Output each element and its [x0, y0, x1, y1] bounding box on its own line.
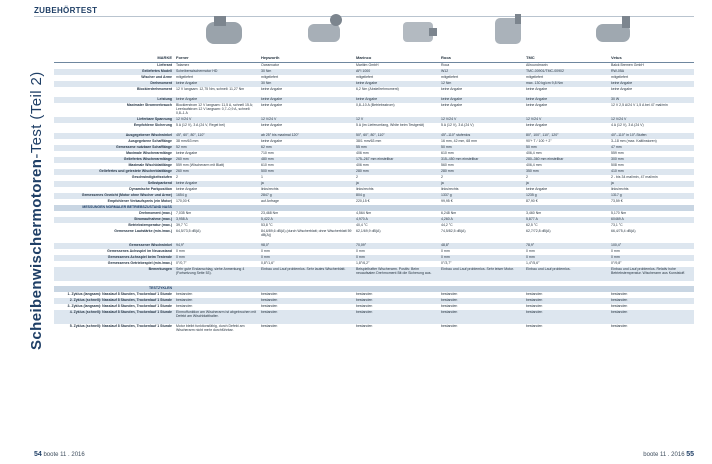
- table-cell: 5,170 Nm: [611, 211, 627, 215]
- table-cell: keine Angabe: [261, 103, 283, 107]
- table-cell: keine Angabe: [176, 151, 198, 155]
- table-cell: 2: [356, 175, 358, 179]
- table-cell: 55 mm: [354, 145, 439, 151]
- table-cell: 12 V langsam: 12,75 Nm, schnell: 11,27 Nm: [176, 87, 245, 91]
- row-label: 5. Zyklus (schnell): Nasslauf 8 Stunden, Trockenlauf 1 Stunde: [69, 324, 172, 328]
- table-cell: 39,7 °C: [176, 223, 188, 227]
- table-cell: 38/1 mm/63 mm: [356, 139, 382, 143]
- table-cell: 5 A (12 V), 3 A (24 V, Regel bei): [176, 123, 226, 127]
- table-cell: keine Angabe: [441, 103, 463, 107]
- table-cell: 84,6/89,6 dB(A) (durch Wischerblatt; ohne Wischerblatt 59 dB(A)): [261, 229, 352, 237]
- table-cell: 38 mm/63 mm: [176, 139, 199, 143]
- table-cell: links/rechts: [356, 187, 374, 191]
- row-label: Selbstparkend: [54, 181, 174, 187]
- column-header: Hepworth: [259, 56, 354, 63]
- table-cell: 220,15 €: [356, 199, 370, 203]
- row-label: Empfohlener Verkaufspreis (ein Motor): [107, 199, 172, 203]
- issue-left: boote 11 . 2016: [43, 452, 85, 458]
- row-label: Maximaler Stromverbrauch: [126, 103, 172, 107]
- table-cell: 78,9°: [524, 243, 609, 249]
- table-row: [54, 123, 694, 133]
- table-cell: 0°/9,8°: [611, 261, 622, 265]
- table-cell: Tatamex: [176, 63, 190, 67]
- table-cell: 73,1 °C: [611, 223, 623, 227]
- table-cell: 62 mm: [259, 145, 354, 151]
- table-cell: bestanden: [524, 310, 609, 324]
- section-label: ZUBEHÖRTEST: [34, 6, 98, 15]
- row-label: Geschwindigkeitsstufen: [131, 175, 172, 179]
- table-cell: bestanden: [611, 324, 628, 328]
- table-cell: 1654 g: [174, 193, 259, 199]
- table-cell: 45°–110° stufenlos: [439, 133, 524, 139]
- table-cell: 315–450 mm einstellbar: [439, 157, 524, 163]
- table-cell: 45°, 60°, 80°, 110°: [174, 133, 259, 139]
- table-cell: 560 mm: [441, 163, 454, 167]
- table-cell: keine Angabe: [526, 123, 548, 127]
- row-label: Stromaufnahme (max.): [54, 217, 174, 223]
- table-cell: 0,8–10 A (Betriebsstrom): [356, 103, 395, 107]
- table-cell: 48,8°: [439, 243, 524, 249]
- table-cell: 0 mm: [441, 249, 450, 253]
- table-cell: ab 25° bis maximal 120°: [259, 133, 354, 139]
- row-label: Leistung: [54, 97, 174, 103]
- table-cell: 12 V: [354, 117, 439, 123]
- table-cell: keine Angabe: [261, 87, 283, 91]
- table-cell: 0 mm: [609, 255, 694, 261]
- row-label: 2. Zyklus (schnell): Nasslauf 8 Stunden, Trockenlauf 1 Stunde: [54, 298, 174, 304]
- table-cell: 99,95 €: [441, 199, 453, 203]
- table-cell: 0 mm: [611, 249, 620, 253]
- table-cell: 12 V/24 V: [174, 117, 259, 123]
- table-cell: 5,422 A: [259, 217, 354, 223]
- table-row: [54, 103, 694, 117]
- table-cell: TMC-00901/TMC-00902: [524, 69, 609, 75]
- table-cell: bestanden: [176, 292, 193, 296]
- column-header: MARKE: [54, 56, 174, 63]
- table-cell: 60469 A: [609, 217, 694, 223]
- table-cell: 90'+ T / 100 + 2": [526, 139, 552, 143]
- column-header: Roca: [439, 56, 524, 63]
- table-cell: 2: [176, 175, 178, 179]
- table-cell: ja: [439, 181, 524, 187]
- table-cell: 6,248 Nm: [441, 211, 457, 215]
- table-cell: Scheibenwischermotor HD: [174, 69, 259, 75]
- table-cell: mitgeliefert: [356, 75, 374, 79]
- row-label: Ausgegebene Schafflänge: [128, 139, 172, 143]
- table-cell: mitgeliefert: [176, 75, 194, 79]
- table-cell: bestanden: [354, 298, 439, 304]
- row-label: Geliefertes und getestete Wischerblattlänge: [54, 169, 174, 175]
- table-cell: 30 Nm: [259, 69, 354, 75]
- table-cell: keine Angabe: [176, 187, 198, 191]
- table-cell: bestanden: [441, 324, 458, 328]
- page-number-right: 55: [686, 451, 694, 458]
- row-label: 1. Zyklus (langsam): Nasslauf 8 Stunden, Trockenlauf 1 Stunde: [67, 292, 172, 296]
- table-cell: 0 mm: [261, 249, 270, 253]
- table-cell: keine Angabe: [526, 87, 548, 91]
- table-cell: 66,4/75,4 dB(A): [611, 229, 636, 233]
- table-cell: 12 V/24 V: [524, 117, 609, 123]
- table-cell: 0,8°/1,6°: [261, 261, 275, 265]
- table-cell: 2: [526, 175, 528, 179]
- table-cell: 6,2 Nm (Abstellrehmoment): [356, 87, 399, 91]
- page-title-rest: -Test (Teil 2): [28, 71, 45, 159]
- row-label: Gemessene Lautstärke (min./max.): [114, 229, 172, 233]
- table-cell: 16 mm, 42 mm, 68 mm: [441, 139, 477, 143]
- table-cell: 44,2 °C: [441, 223, 453, 227]
- page-title: [28, 71, 45, 350]
- table-cell: 12 V/24 V: [609, 117, 694, 123]
- row-label: Gemessenes Gewicht (Motor ohne Wischer und Arme): [54, 193, 174, 199]
- table-row: [54, 267, 694, 281]
- table-cell: RW-05A: [609, 69, 694, 75]
- table-cell: 50°, 60°, 80°, 110°: [354, 133, 439, 139]
- table-cell: bestanden: [354, 310, 439, 324]
- table-cell: 2: [441, 175, 443, 179]
- page-title-bold: Scheibenwischermotoren: [28, 158, 45, 350]
- table-cell: ja: [524, 181, 609, 187]
- table-cell: 500 mm: [259, 169, 354, 175]
- table-cell: W12: [439, 69, 524, 75]
- column-header: Forner: [174, 56, 259, 63]
- table-cell: 0°/3,7°: [441, 261, 452, 265]
- footer-left: [34, 451, 85, 458]
- table-cell: Sehr gute Endanschlag, siehe Anmerkung 4 (Fortsetzung Seite 53).: [174, 267, 259, 281]
- table-cell: 100,4°: [609, 243, 694, 249]
- row-label: 3. Zyklus (langsam): Nasslauf 8 Stunden, Trockenlauf 1 Stunde: [67, 304, 172, 308]
- table-cell: keine Angabe: [439, 97, 524, 103]
- table-cell: 260 mm: [174, 169, 259, 175]
- table-cell: 0 mm: [176, 249, 185, 253]
- row-label: Drehmoment: [54, 81, 174, 87]
- table-cell: links/rechts: [441, 187, 459, 191]
- table-cell: AFI 1000: [354, 69, 439, 75]
- table-cell: Blockierstrom 12 V langsam: 11,5 A, schnell 15 A; Leerlaufstrom 12 V langsam: 0,7–0,9 A, schnell: 0,8–1 A: [176, 103, 253, 115]
- row-label: Maximale Wischblattlänge: [128, 163, 172, 167]
- table-cell: bestanden: [259, 310, 354, 324]
- row-label: Dynamische Parkposition: [129, 187, 172, 191]
- product-photo-marinco: [300, 8, 348, 56]
- table-cell: 0 mm: [526, 249, 535, 253]
- table-cell: bestanden: [176, 304, 193, 308]
- row-label: Geliefertes Wischerarmlänge: [54, 157, 174, 163]
- table-cell: bestanden: [441, 292, 458, 296]
- table-cell: 804 g: [354, 193, 439, 199]
- table-cell: bestanden: [611, 292, 628, 296]
- table-cell: 5 A (12 V), 3 A (24 V): [441, 123, 474, 127]
- table-cell: 3,958 A: [174, 217, 259, 223]
- table-cell: bestanden: [356, 324, 373, 328]
- table-cell: keine Angabe: [526, 103, 548, 107]
- table-cell: 50 mm: [524, 145, 609, 151]
- table-cell: bestanden: [259, 298, 354, 304]
- column-header: TMC: [524, 56, 609, 63]
- table-cell: keine Angabe: [174, 181, 259, 187]
- table-cell: Motor bleibt funktionsfähig, durch Defekt am Wischerarm nicht mehr durchführbar.: [176, 324, 245, 332]
- table-cell: 30 Nm: [259, 81, 354, 87]
- table-cell: bestanden: [611, 304, 628, 308]
- table-cell: 87,90 €: [526, 199, 538, 203]
- table-cell: 12 V/24 V: [439, 117, 524, 123]
- table-cell: 1317 g: [609, 193, 694, 199]
- row-label: TESTZYKLEN: [54, 286, 174, 292]
- table-cell: 4 A (12 V), 3 A (24 V): [611, 123, 644, 127]
- table-cell: 3–18 mm (max. Kaltlinstoren): [611, 139, 657, 143]
- table-cell: bestanden: [441, 304, 458, 308]
- table-cell: Beispielhafter Wischerarm. Positiv: Beim neuaufsaten Drehmoment Bit die Sicherung aus.: [354, 267, 439, 281]
- table-cell: bestanden: [261, 292, 278, 296]
- table-cell: keine Angabe: [526, 187, 548, 191]
- table-cell: keine Angabe: [611, 87, 633, 91]
- product-photo-tmc: [485, 8, 533, 56]
- table-cell: 12 Nm: [439, 81, 524, 87]
- table-cell: mitgeliefert: [441, 75, 459, 79]
- table-cell: 2847 g: [259, 193, 354, 199]
- table-cell: 0 mm: [524, 255, 609, 261]
- table-cell: 64,5/73,5 dB(A): [176, 229, 201, 233]
- row-label: Geliefertes Modell: [54, 69, 174, 75]
- table-cell: 3,460 Nm: [526, 211, 542, 215]
- row-label: Maximale Wischerarmlänge: [126, 151, 172, 155]
- table-cell: 1,4°/5,6°: [526, 261, 540, 265]
- table-cell: 80°, 100°, 110°, 120°: [524, 133, 609, 139]
- table-cell: 40,4 °C: [356, 223, 368, 227]
- table-cell: 5 A (im Lieferumfang, White beim Testgerät): [356, 123, 425, 127]
- table-cell: bestanden: [261, 304, 278, 308]
- table-cell: 410 mm: [609, 169, 694, 175]
- row-label: Betriebstemperatur (max.): [128, 223, 172, 227]
- row-label: Gemessenes Achsspiel beim Testende: [54, 255, 174, 261]
- row-label: Lieferbare Spannung: [54, 117, 174, 123]
- row-label: MESSUNGEN NORMALER BETRIEBSZUSTAND NASS: [54, 205, 174, 211]
- table-row: [54, 229, 694, 243]
- table-cell: 280 mm: [439, 169, 524, 175]
- row-label: Gemessenes Getriebespiel (min./max.): [107, 261, 172, 265]
- table-cell: bestanden: [609, 298, 694, 304]
- table-cell: 0 mm: [174, 255, 259, 261]
- table-cell: keine Angabe: [174, 81, 259, 87]
- table-cell: 300 mm: [609, 157, 694, 163]
- table-cell: 280 mm: [354, 169, 439, 175]
- row-label: 4. Zyklus (schnell): Nasslauf 8 Stunden, Trockenlauf 1 Stunde: [54, 310, 174, 324]
- table-cell: bestanden: [356, 292, 373, 296]
- table-cell: Maritim GmbH: [356, 63, 379, 67]
- row-label: Lieferant: [157, 63, 172, 67]
- table-cell: 0 mm: [259, 255, 354, 261]
- table-cell: mitgeliefert: [526, 75, 544, 79]
- table-cell: 0 mm: [356, 249, 365, 253]
- table-cell: keine Angabe: [524, 97, 609, 103]
- page-number-left: 54: [34, 451, 42, 458]
- table-cell: 98,0°: [259, 243, 354, 249]
- table-cell: 62,5 °C: [526, 223, 538, 227]
- table-cell: ja: [609, 181, 694, 187]
- row-label: Drehmoment (max.): [139, 211, 172, 215]
- table-cell: 0 mm: [354, 255, 439, 261]
- footer-right: [643, 451, 694, 458]
- table-cell: 23,468 Nm: [261, 211, 279, 215]
- table-cell: ja: [354, 181, 439, 187]
- table-cell: Einbau und Lauf problemlos. Relativ hohe Betriebstemperatur. Wischerarm aus Kunststoff.: [609, 267, 694, 281]
- table-cell: 94,9°: [174, 243, 259, 249]
- issue-right: boote 11 . 2016: [643, 452, 685, 458]
- table-cell: keine Angabe: [259, 97, 354, 103]
- table-cell: keine Angabe: [174, 97, 259, 103]
- table-cell: mitgeliefert: [611, 75, 629, 79]
- table-cell: Roca: [441, 63, 450, 67]
- table-cell: 62,7/72,8 dB(A): [526, 229, 551, 233]
- table-cell: mitgeliefert: [261, 75, 279, 79]
- table-cell: 73,59 €: [611, 199, 623, 203]
- table-cell: 406 mm: [356, 163, 369, 167]
- table-cell: bestanden: [526, 292, 543, 296]
- table-cell: 50 mm: [439, 145, 524, 151]
- table-cell: 5,877 A: [524, 217, 609, 223]
- comparison-table: [54, 56, 694, 338]
- table-cell: 7,035 Nm: [176, 211, 192, 215]
- product-photo-vetus: [590, 8, 638, 56]
- table-cell: bestanden: [261, 324, 278, 328]
- table-cell: ja: [259, 181, 354, 187]
- row-label: Blockierdrehmoment: [136, 87, 172, 91]
- row-label: Gemessenes Achsspiel im Neuzustand: [107, 249, 172, 253]
- table-cell: Einbau und Lauf problemlos. Sehr lautes Wischerblatt.: [259, 267, 354, 281]
- table-cell: 260 mm: [174, 157, 259, 163]
- product-photo-hepworth: [200, 8, 248, 56]
- table-cell: Einmoffunktion am Wischerarm ist abgebrochen mit Defekt am Wischblatthalter.: [174, 310, 259, 324]
- table-cell: 0°/0,7°: [176, 261, 187, 265]
- column-header: Vetus: [609, 56, 694, 63]
- table-cell: 2 - bis 34 mal/min, 47 mal/min: [611, 175, 658, 179]
- table-cell: 710 mm: [261, 151, 274, 155]
- table-cell: 610 mm: [261, 163, 274, 167]
- row-label: Gemessener Wischwinkel: [54, 243, 174, 249]
- table-cell: bestanden: [174, 298, 259, 304]
- table-row: [54, 87, 694, 97]
- table-cell: bestanden: [356, 304, 373, 308]
- table-cell: Balck Bremen GmbH: [611, 63, 644, 67]
- table-cell: bestanden: [526, 304, 543, 308]
- table-cell: keine Angabe: [354, 97, 439, 103]
- table-cell: 480 mm: [259, 157, 354, 163]
- table-cell: 47 mm: [609, 145, 694, 151]
- product-photo-roca: [395, 8, 443, 56]
- table-cell: 30 W: [609, 97, 694, 103]
- table-cell: 406 mm: [356, 151, 369, 155]
- table-cell: 1: [261, 175, 263, 179]
- row-label: Bemerkungen: [54, 267, 174, 281]
- table-cell: 559 mm (Wischerarm mit Blatt): [176, 163, 225, 167]
- table-cell: Einbau und Lauf problemlos. Sehr leiser Motor.: [439, 267, 524, 281]
- table-cell: 52 mm: [174, 145, 259, 151]
- table-cell: 406,4 mm: [526, 163, 542, 167]
- table-cell: 280–360 mm einstellbar: [524, 157, 609, 163]
- table-cell: links/rechts: [611, 187, 629, 191]
- table-cell: keine Angabe: [261, 139, 283, 143]
- row-label: Gemessene nutzbare Schafflänge: [54, 145, 174, 151]
- table-cell: 175–267 mm einstellbar: [354, 157, 439, 163]
- table-cell: bestanden: [439, 298, 524, 304]
- table-cell: 1,8°/6,2°: [356, 261, 370, 265]
- table-row: [54, 324, 694, 338]
- table-cell: links/rechts: [261, 187, 279, 191]
- table-cell: keine Angabe: [261, 123, 283, 127]
- table-cell: 4,564 Nm: [356, 211, 372, 215]
- table-cell: 62,1/69,9 dB(A): [356, 229, 381, 233]
- table-cell: 12 V/24 V: [259, 117, 354, 123]
- table-cell: 4,260 A: [439, 217, 524, 223]
- table-cell: 559 mm: [611, 151, 624, 155]
- table-cell: 610 mm: [441, 151, 454, 155]
- table-cell: Allroundmarin: [526, 63, 548, 67]
- table-cell: 40°–110° in 10°-Stufen: [609, 133, 694, 139]
- row-label: Wischer und Arme: [141, 75, 172, 79]
- table-row: [54, 310, 694, 324]
- table-cell: 70,09°: [354, 243, 439, 249]
- table-cell: Oceanvator: [261, 63, 280, 67]
- table-cell: 4,970 A: [354, 217, 439, 223]
- table-cell: 53,8 °C: [261, 223, 273, 227]
- table-cell: 1337 g: [439, 193, 524, 199]
- column-header: Marinco: [354, 56, 439, 63]
- table-cell: auf Anfrage: [261, 199, 279, 203]
- row-label: Ausgegebener Wischwinkel: [54, 133, 174, 139]
- table-cell: 350 mm: [524, 169, 609, 175]
- table-cell: 74,5/82,5 dB(A): [441, 229, 466, 233]
- table-cell: 1235 g: [524, 193, 609, 199]
- table-cell: bestanden: [524, 298, 609, 304]
- table-cell: 170,00 €: [176, 199, 190, 203]
- table-cell: 508 mm: [611, 163, 624, 167]
- table-cell: 406,4 mm: [526, 151, 542, 155]
- table-cell: 0 mm: [439, 255, 524, 261]
- table-cell: Einbau und Lauf problemlos.: [524, 267, 609, 281]
- table-cell: bestanden: [526, 324, 543, 328]
- table-cell: bestanden: [609, 310, 694, 324]
- table-cell: keine Angabe: [441, 87, 463, 91]
- table-cell: 12 V 2,5 A/24 V 1,5 A bei 47 mal/min: [611, 103, 668, 107]
- comparison-table-body: [54, 56, 694, 338]
- row-label: Empfohlene Sicherung: [133, 123, 172, 127]
- table-cell: bestanden: [439, 310, 524, 324]
- table-cell: max. 130 kg/cm 9,8 Nm: [524, 81, 609, 87]
- table-cell: keine Angabe: [354, 81, 439, 87]
- table-cell: keine Angabe: [609, 81, 694, 87]
